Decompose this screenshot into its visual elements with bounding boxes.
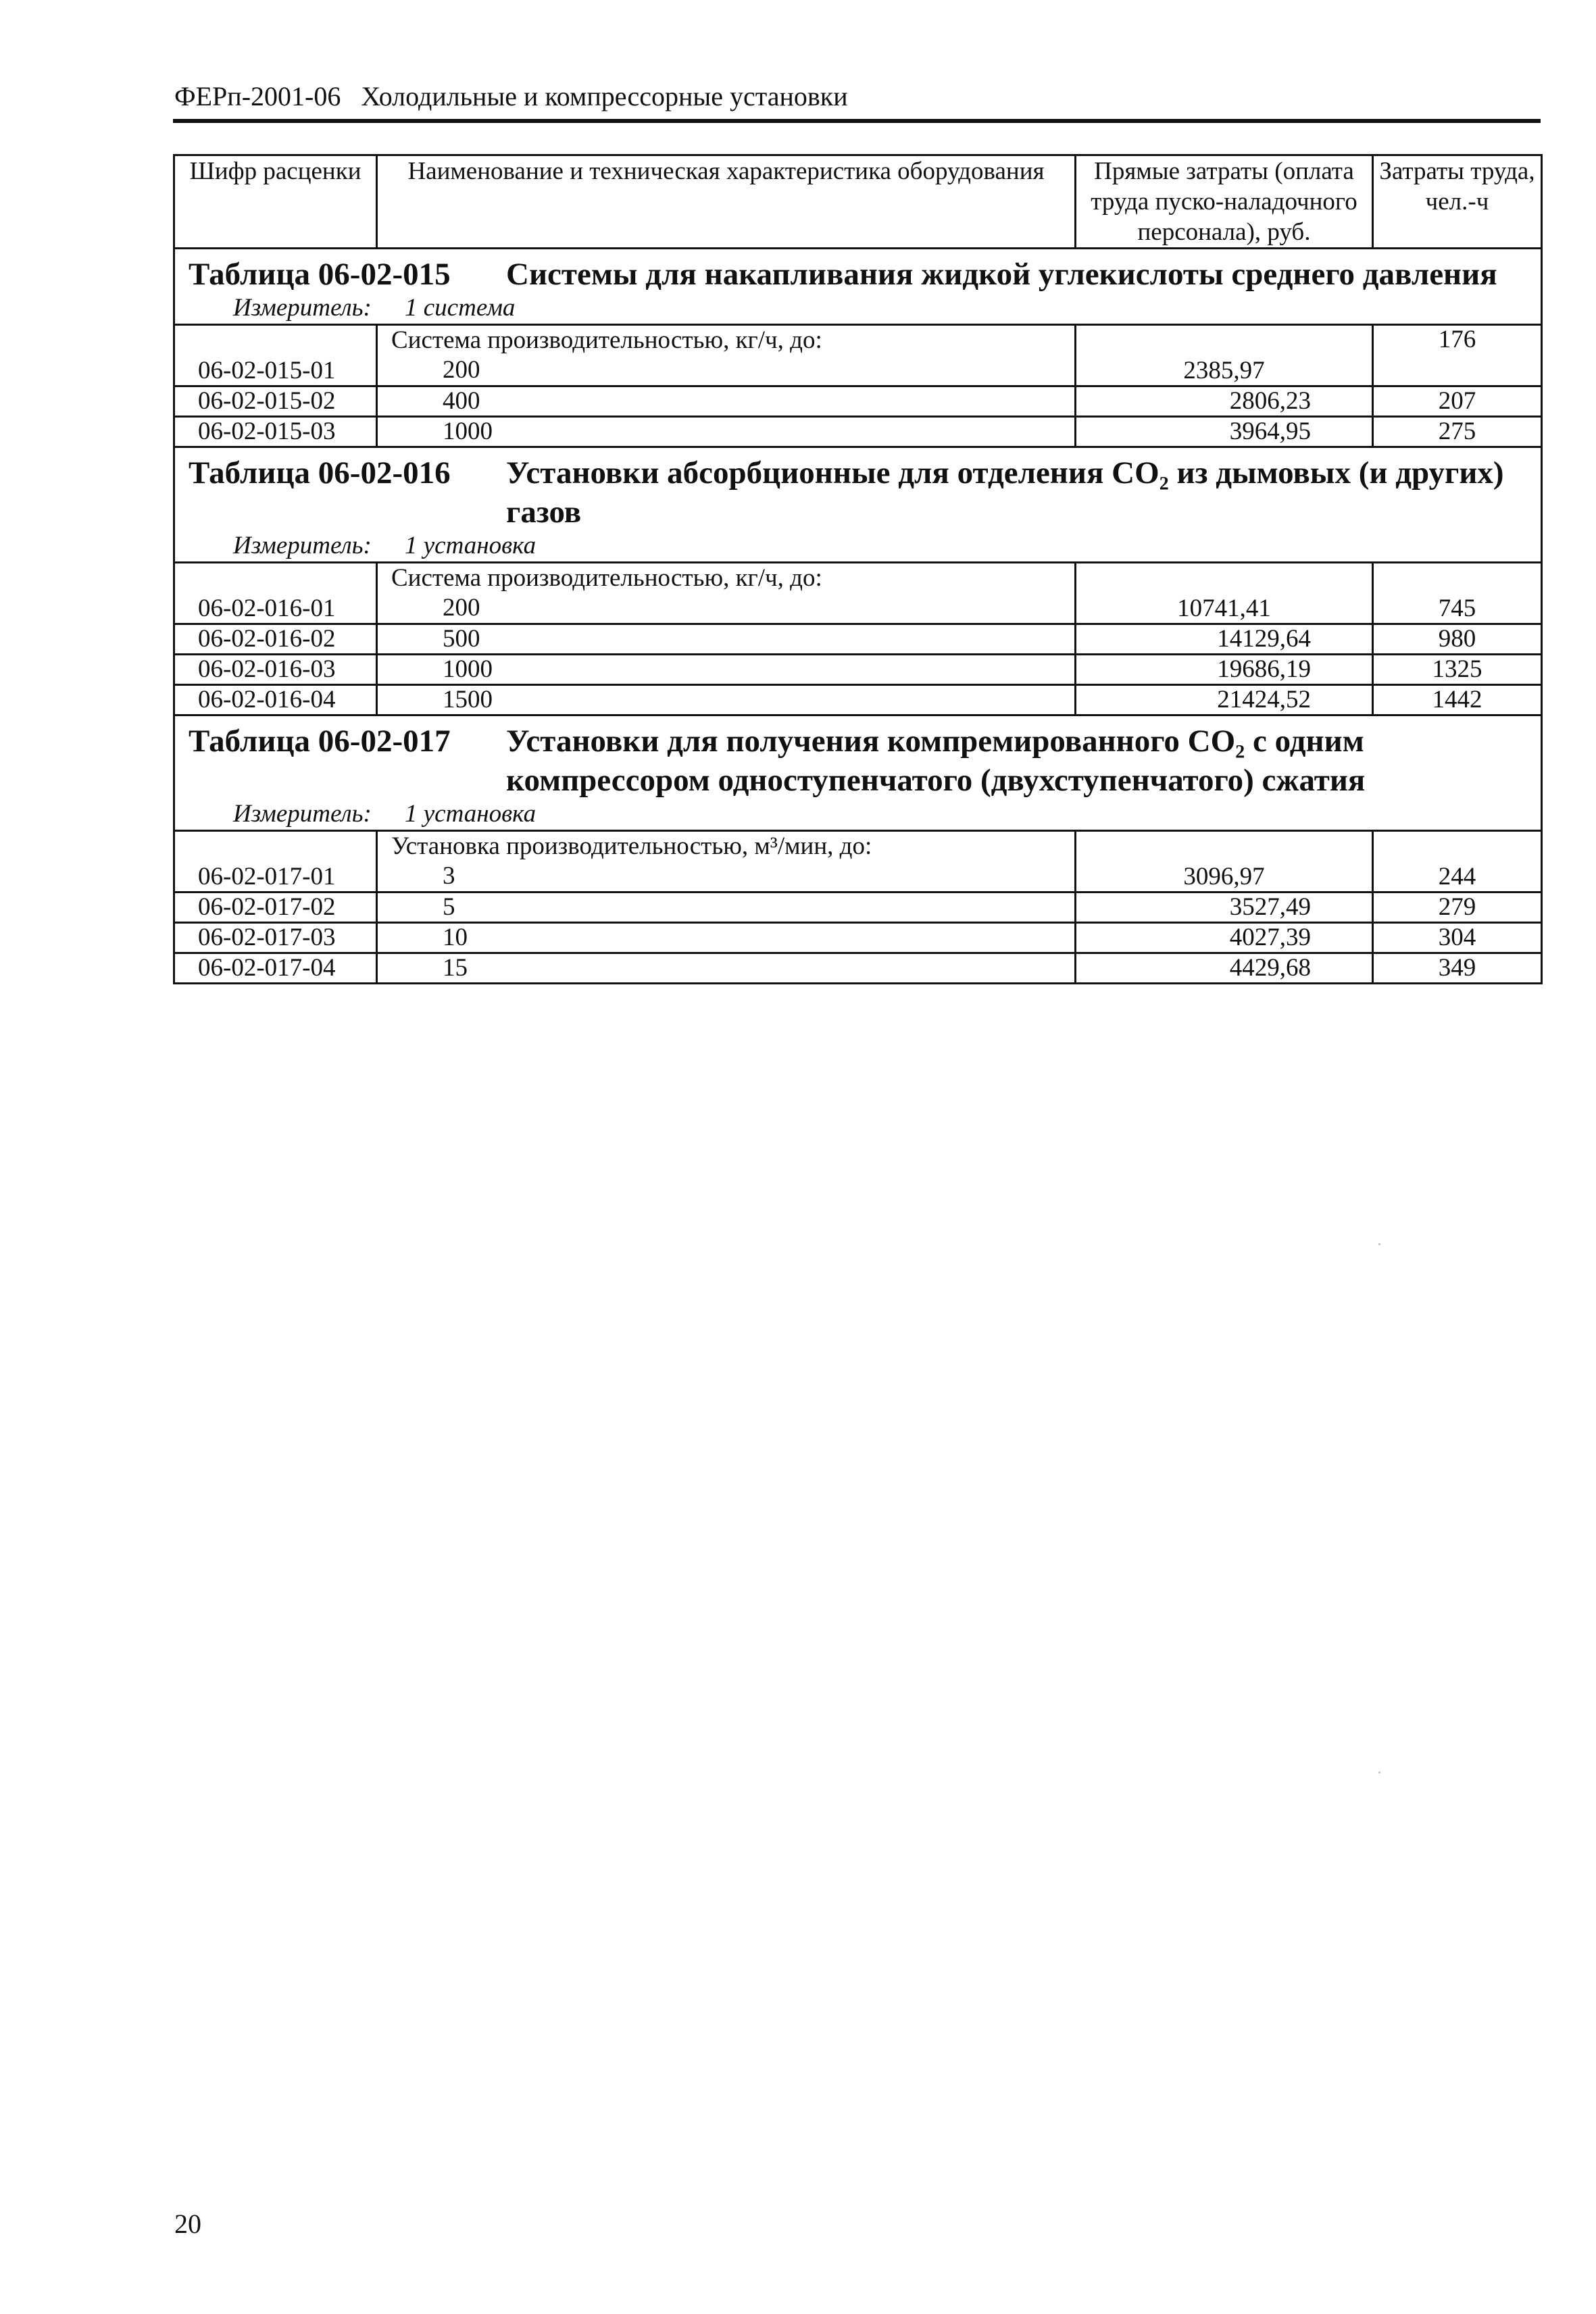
labor-cost: 279: [1373, 892, 1542, 923]
capacity-value: 1000: [377, 655, 1076, 685]
section-title: Холодильные и компрессорные установки: [361, 81, 848, 111]
table-title: Установки для получения компремированного CO₂ с одним компрессором одноступенчатого (двухступенчатого) сжатия: [506, 724, 1366, 798]
unit-row: [174, 294, 1542, 325]
capacity-value: 15: [377, 953, 1076, 984]
unit-cell: [174, 294, 1542, 325]
rate-code: 06-02-017-02: [174, 892, 377, 923]
scan-speck: [1378, 1243, 1380, 1245]
labor-cost: 275: [1373, 417, 1542, 447]
table-label: Таблица 06-02-017: [189, 724, 451, 759]
unit-cell: [174, 800, 1542, 831]
rate-code: 06-02-017-04: [174, 953, 377, 984]
table-row: [174, 624, 1542, 655]
table-title-cell: [174, 447, 1542, 532]
unit-row: [174, 532, 1542, 563]
scan-speck: [1378, 1771, 1380, 1774]
table-row: [174, 892, 1542, 923]
rate-code: 06-02-016-01: [174, 563, 377, 624]
capacity-value: 500: [377, 624, 1076, 655]
table-row: [174, 923, 1542, 953]
labor-cost: 176: [1373, 325, 1542, 386]
description-cell: [377, 563, 1076, 624]
unit-cell: [174, 532, 1542, 563]
description-cell: [377, 325, 1076, 386]
rate-code: 06-02-017-01: [174, 831, 377, 892]
table-title-cell: [174, 715, 1542, 801]
column-header-row: [174, 155, 1542, 249]
unit-value: 1 установка: [405, 532, 537, 559]
price-table: [173, 154, 1543, 984]
table-row: [174, 417, 1542, 447]
capacity-description: Система производительностью, кг/ч, до:: [391, 564, 822, 592]
direct-cost: 4429,68: [1076, 953, 1373, 984]
description-cell: [377, 831, 1076, 892]
labor-cost: 207: [1373, 386, 1542, 417]
capacity-description: Система производительностью, кг/ч, до:: [391, 326, 822, 354]
page-number: 20: [174, 2209, 201, 2239]
rate-code: 06-02-016-03: [174, 655, 377, 685]
direct-cost: 2806,23: [1076, 386, 1373, 417]
labor-cost: 1442: [1373, 685, 1542, 715]
capacity-value: 200: [443, 356, 480, 384]
capacity-value: 5: [377, 892, 1076, 923]
direct-cost: 21424,52: [1076, 685, 1373, 715]
capacity-value: 200: [443, 594, 480, 622]
column-header-direct-costs: Прямые затраты (оплата труда пуско-наладочного персонала), руб.: [1076, 155, 1373, 249]
rate-code: 06-02-015-03: [174, 417, 377, 447]
direct-cost: 3527,49: [1076, 892, 1373, 923]
table-row: [174, 325, 1542, 386]
capacity-value: 1500: [377, 685, 1076, 715]
unit-label: Измеритель:: [233, 294, 372, 322]
unit-label: Измеритель:: [233, 532, 372, 559]
table-title-row: [174, 447, 1542, 532]
capacity-value: 400: [377, 386, 1076, 417]
document-code: ФЕРп-2001-06: [174, 81, 341, 111]
table-title-cell: [174, 249, 1542, 295]
direct-cost: 4027,39: [1076, 923, 1373, 953]
labor-cost: 980: [1373, 624, 1542, 655]
table-row: [174, 953, 1542, 984]
direct-cost: 10741,41: [1076, 563, 1373, 624]
direct-cost: 14129,64: [1076, 624, 1373, 655]
unit-label: Измеритель:: [233, 800, 372, 828]
table-row: [174, 563, 1542, 624]
header-rule: [173, 119, 1541, 123]
rate-code: 06-02-017-03: [174, 923, 377, 953]
rate-code: 06-02-016-04: [174, 685, 377, 715]
labor-cost: 1325: [1373, 655, 1542, 685]
unit-value: 1 установка: [405, 800, 537, 828]
labor-cost: 304: [1373, 923, 1542, 953]
direct-cost: 2385,97: [1076, 325, 1373, 386]
capacity-value: 3: [443, 862, 455, 890]
table-row: [174, 685, 1542, 715]
table-title: Системы для накапливания жидкой углекислоты среднего давления: [506, 257, 1497, 292]
table-label: Таблица 06-02-015: [189, 257, 451, 292]
direct-cost: 3096,97: [1076, 831, 1373, 892]
labor-cost: 244: [1373, 831, 1542, 892]
table-title: Установки абсорбционные для отделения CO₂ из дымовых (и других) газов: [506, 455, 1504, 530]
capacity-description: Установка производительностью, м³/мин, до:: [391, 832, 872, 860]
column-header-labor: Затраты труда, чел.-ч: [1373, 155, 1542, 249]
column-header-code: Шифр расценки: [174, 155, 377, 249]
labor-cost: 745: [1373, 563, 1542, 624]
table-title-row: [174, 249, 1542, 295]
unit-row: [174, 800, 1542, 831]
table-row: [174, 386, 1542, 417]
rate-code: 06-02-016-02: [174, 624, 377, 655]
direct-cost: 19686,19: [1076, 655, 1373, 685]
capacity-value: 1000: [377, 417, 1076, 447]
table-row: [174, 655, 1542, 685]
unit-value: 1 система: [405, 294, 516, 322]
rate-code: 06-02-015-01: [174, 325, 377, 386]
direct-cost: 3964,95: [1076, 417, 1373, 447]
labor-cost: 349: [1373, 953, 1542, 984]
rate-code: 06-02-015-02: [174, 386, 377, 417]
running-header: [174, 80, 848, 114]
table-body: [174, 249, 1542, 984]
capacity-value: 10: [377, 923, 1076, 953]
column-header-name: Наименование и техническая характеристика оборудования: [377, 155, 1076, 249]
table-title-row: [174, 715, 1542, 801]
table-row: [174, 831, 1542, 892]
table-label: Таблица 06-02-016: [189, 455, 451, 491]
